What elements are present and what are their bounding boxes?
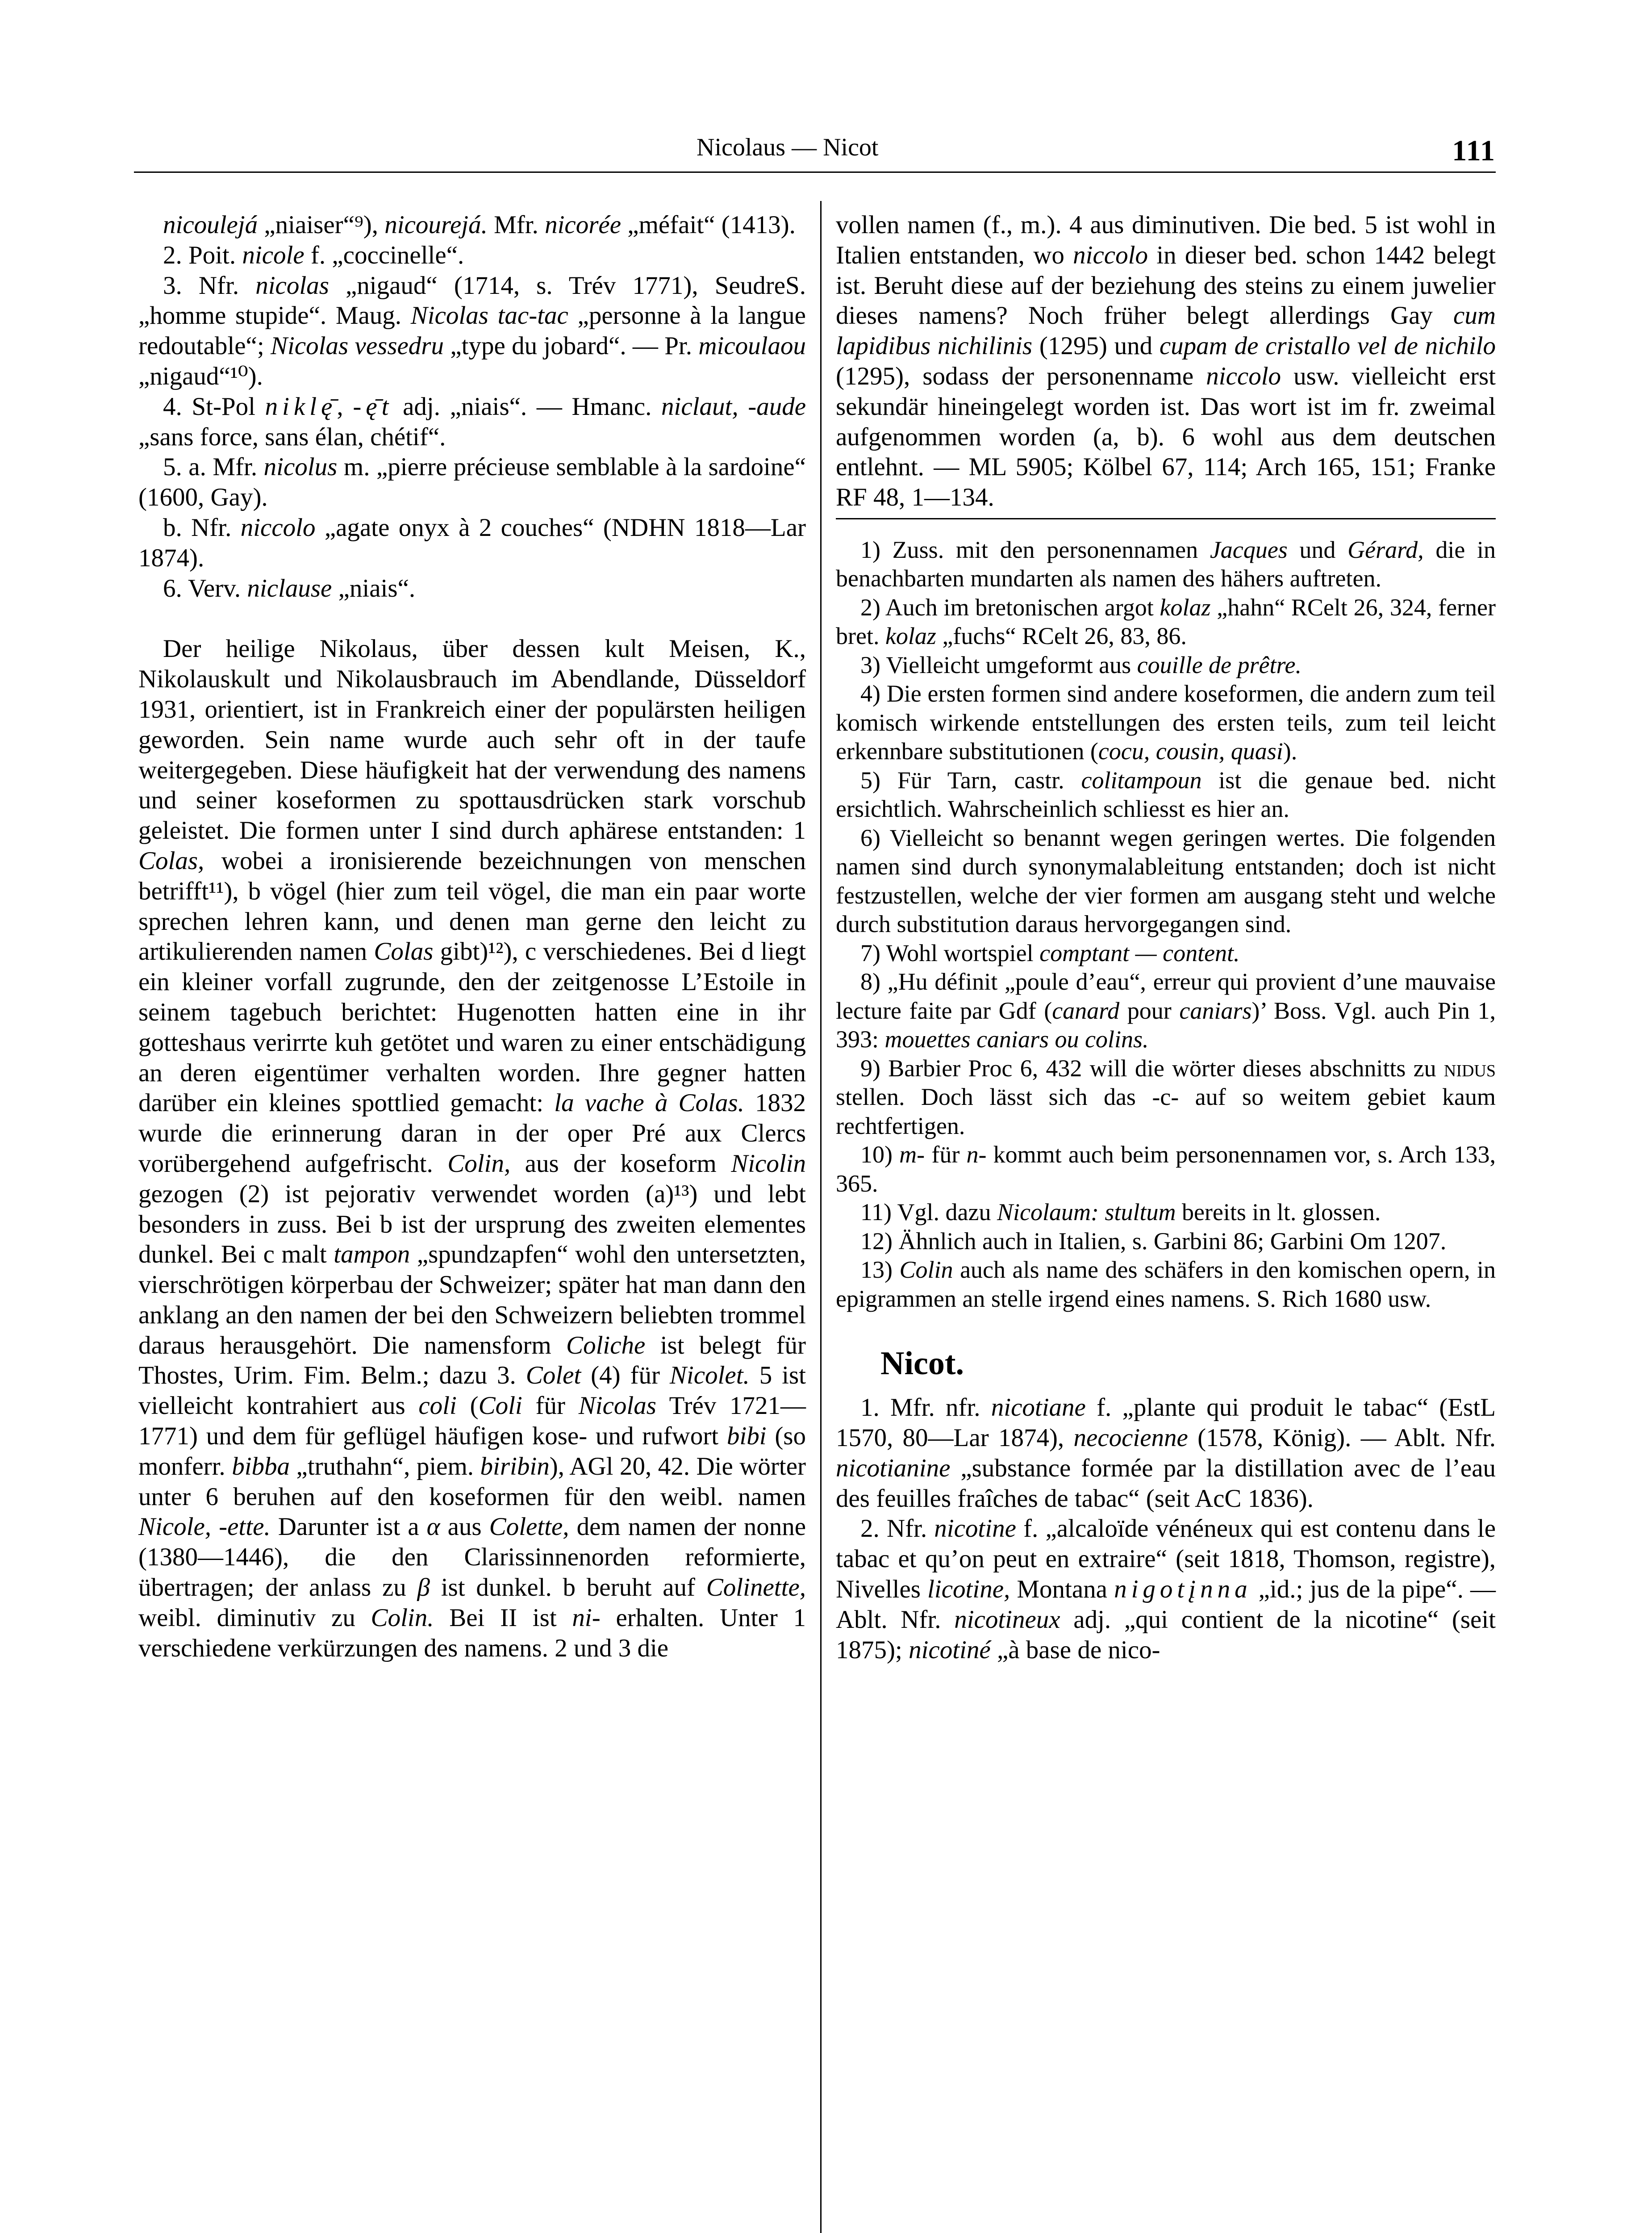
text-run: aus der koseform	[510, 1149, 731, 1178]
italic-text: Colette,	[489, 1513, 569, 1541]
italic-text: comptant — content.	[1039, 939, 1240, 966]
text-run: „id.; jus de la pipe“. — Ablt. Nfr.	[836, 1575, 1496, 1634]
text-run: f. „coccinelle“.	[304, 241, 464, 269]
text-run: ist dunkel. b beruht auf	[430, 1573, 706, 1602]
italic-text: tampon	[334, 1240, 410, 1269]
text-run: 2. Nfr.	[860, 1514, 934, 1543]
italic-text: biribin	[480, 1452, 550, 1480]
commentary-continuation	[836, 210, 1496, 513]
italic-text: canard	[1052, 997, 1120, 1024]
text-run: Bei II ist	[434, 1603, 572, 1632]
italic-text: Nicolaum: stultum	[997, 1199, 1176, 1226]
text-run: (so monferr.	[138, 1422, 806, 1480]
text-run: „truthahn“, piem.	[290, 1452, 480, 1480]
small-caps-text: nidus	[1443, 1054, 1496, 1082]
text-run: adj. „niais“. — Hmanc.	[393, 392, 662, 421]
text-run: vollen namen (f., m.). 4 aus diminutiven. Die bed. 5 ist wohl in Italien entstanden, wo	[836, 211, 1496, 269]
text-run: „substance formée par la distillation avec de l’eau des feuilles fraîches de tabac“ (seit AcC 1836).	[836, 1454, 1496, 1513]
italic-text: mouettes caniars ou colins.	[884, 1026, 1149, 1053]
italic-text: niccolo	[1206, 362, 1281, 390]
text-run: und	[1287, 536, 1348, 563]
italic-text: n-	[966, 1141, 987, 1168]
text-run: „nigaud“¹⁰).	[138, 362, 263, 390]
text-run: 13)	[860, 1256, 900, 1284]
text-run: 1) Zuss. mit den personennamen	[860, 536, 1210, 563]
italic-text: Nicolas	[578, 1392, 656, 1420]
text-run: dem namen der nonne (1380—1446), die den Clarissinnenorden reformierte, übertragen; der anlass zu	[138, 1513, 806, 1602]
text-run: 7) Wohl wortspiel	[860, 939, 1040, 966]
italic-text: nicotine	[934, 1514, 1016, 1543]
italic-text: Nicolin	[731, 1149, 806, 1178]
text-run: 4. St-Pol	[163, 392, 265, 421]
italic-text: Colin	[899, 1256, 953, 1284]
text-run: ist belegt für Thostes, Urim. Fim. Belm.; dazu 3.	[138, 1331, 806, 1390]
text-run: Der heilige Nikolaus, über dessen kult Meisen, K., Nikolauskult und Nikolausbrauch im Abendlande, Düsseldorf 1931, orientiert, ist in Frankreich einer der populärsten heiligen geworden. Sein name wurde auch sehr oft in der taufe weitergegeben. Diese häufigkeit hat der verwendung des namens und seiner koseformen zu spottausdrücken stark vorschub geleistet. Die formen unter I sind durch aphärese entstanden: 1	[138, 635, 806, 845]
text-run: Darunter ist a	[270, 1513, 427, 1541]
text-run: 1. Mfr. nfr.	[860, 1393, 991, 1422]
italic-text: nicotiane	[991, 1393, 1086, 1422]
footnote-11	[836, 1198, 1496, 1227]
text-run: b. Nfr.	[163, 513, 241, 542]
text-run: bereits in lt. glossen.	[1176, 1199, 1381, 1226]
italic-text: Colinette,	[706, 1573, 806, 1602]
text-run: 6) Vielleicht so benannt wegen geringen wertes. Die folgenden namen sind durch synonymalableitung entstanden; doch ist nicht festzustellen, welche der vier formen am ausgang steht und welche durch substitution daraus hervorgegangen sind.	[836, 824, 1496, 938]
list-item-3	[138, 392, 806, 452]
italic-text: nicolas	[255, 271, 329, 300]
italic-text: Colin.	[371, 1603, 434, 1632]
italic-text: Jacques	[1210, 536, 1288, 563]
text-run: „fuchs“ RCelt 26, 83, 86.	[936, 623, 1187, 650]
text-run: „hahn“ RCelt 26, 324, ferner bret.	[836, 594, 1496, 650]
text-run: Mfr.	[487, 211, 545, 239]
italic-text: nicolus	[263, 453, 338, 481]
italic-text: Coliche	[566, 1331, 646, 1359]
header-rule	[134, 171, 1496, 173]
left-column	[138, 210, 806, 1663]
italic-text: Nicolas vessedru	[271, 332, 444, 360]
text-run: stellen. Doch lässt sich das -c- auf so weitem gebiet kaum rechtfertigen.	[836, 1083, 1496, 1139]
list-item-0	[138, 210, 806, 240]
footnote-13	[836, 1255, 1496, 1313]
italic-text: Nicolas tac-tac	[410, 301, 568, 330]
text-run: kommt auch beim personennamen vor, s. Arch 133, 365.	[836, 1141, 1496, 1197]
italic-text: Colas,	[138, 846, 204, 875]
text-run: weibl. diminutiv zu	[138, 1603, 371, 1632]
text-run: gezogen (2) ist pejorativ verwendet worden (a)¹³) und lebt besonders in zuss. Bei b ist der ursprung des zweiten elementes dunkel. Bei c malt	[138, 1179, 806, 1269]
text-run: 3) Vielleicht umgeformt aus	[860, 651, 1137, 678]
text-run: wobei a ironisierende bezeichnungen von menschen betrifft¹¹), b vögel (hier zum teil vögel, die man ein paar worte sprechen lehren kann, und denen man gerne den leicht zu artikulierenden namen	[138, 846, 806, 966]
text-run: in dieser bed. schon 1442 belegt ist. Beruht diese auf der beziehung des steins zu einem juwelier dieses namens? Noch früher belegt allerdings Gay	[836, 241, 1496, 330]
footnote-3	[836, 651, 1496, 680]
text-run: 8) „Hu définit „poule d’eau“, erreur qui provient d’une mauvaise lecture faite par Gdf (	[836, 968, 1496, 1024]
italic-text: α	[426, 1513, 440, 1541]
italic-text: ni-	[572, 1603, 601, 1632]
text-run: adj. „qui contient de la nicotine“ (seit 1875);	[836, 1605, 1496, 1664]
text-run: „niais“.	[332, 574, 416, 602]
italic-text: bibi	[726, 1422, 767, 1451]
footnote-9	[836, 1054, 1496, 1141]
text-run: 11) Vgl. dazu	[860, 1199, 997, 1226]
footnote-12	[836, 1227, 1496, 1256]
italic-text: couille de prêtre.	[1137, 651, 1302, 678]
footnote-1	[836, 535, 1496, 593]
italic-text: Colas	[374, 937, 434, 966]
text-run: 6. Verv.	[163, 574, 247, 602]
text-run: gibt)¹²), c verschiedenes. Bei d liegt ein kleiner vorfall zugrunde, den der zeitgenosse L’Estoile in seinem tagebuch berichtet: Hugenotten hatten eine in ihr gotteshaus verirrte kuh getötet und waren zu einer entschädigung an deren eigentümer verhalten worden. Ihre gegner hatten darüber ein kleines spottlied gemacht:	[138, 937, 806, 1117]
text-run: f. „plante qui produit le tabac“ (EstL 1570, 80—Lar 1874),	[836, 1393, 1496, 1452]
italic-text: m-	[899, 1141, 925, 1168]
text-run: aus	[440, 1513, 489, 1541]
page-number: 111	[1452, 134, 1496, 167]
italic-text: nicotiné	[909, 1635, 991, 1664]
text-run: für	[522, 1392, 579, 1420]
text-run: ist die genaue bed. nicht ersichtlich. Wahrscheinlich schliesst es hier an.	[836, 766, 1496, 823]
italic-text: Nicole, -ette.	[138, 1513, 271, 1541]
text-run: pour	[1119, 997, 1180, 1024]
text-run: „type du jobard“. — Pr.	[443, 332, 699, 360]
text-run: 2. Poit.	[163, 241, 242, 269]
footnotes	[836, 535, 1496, 1313]
text-run: auch als name des schäfers in den komischen opern, in epigrammen an stelle irgend eines namens. S. Rich 1680 usw.	[836, 1256, 1496, 1312]
text-run: „nigaud“ (1714, s. Trév 1771), SeudreS. „homme stupide“. Maug.	[138, 271, 806, 330]
italic-text: nicole	[242, 241, 305, 269]
text-run: 5) Für Tarn, castr.	[860, 766, 1081, 794]
footnote-6	[836, 824, 1496, 939]
italic-text: niclaut, -aude	[661, 392, 806, 421]
text-run: (1578, König). — Ablt. Nfr.	[1188, 1424, 1496, 1452]
list-item-1	[138, 240, 806, 271]
text-run: )’ Boss. Vgl. auch Pin 1, 393:	[836, 997, 1496, 1053]
italic-text: caniars	[1179, 997, 1252, 1024]
italic-text: kolaz	[1160, 594, 1211, 621]
italic-text: niclause	[247, 574, 332, 602]
text-run: m. „pierre précieuse semblable à la sardoine“ (1600, Gay).	[138, 453, 806, 512]
italic-text: Gérard,	[1347, 536, 1424, 563]
italic-text: micoulaou	[698, 332, 806, 360]
footnote-rule	[836, 518, 1496, 519]
footnote-2	[836, 593, 1496, 651]
text-run: 5 ist vielleicht kontrahiert aus	[138, 1361, 806, 1420]
text-run: Montana	[1010, 1575, 1114, 1604]
text-run: 5. a. Mfr.	[163, 453, 264, 481]
italic-text: cupam de cristallo vel de nichilo	[1159, 332, 1496, 360]
text-run: 9) Barbier Proc 6, 432 will die wörter dieses abschnitts zu	[860, 1054, 1444, 1082]
italic-text: β	[417, 1573, 430, 1602]
page-header	[134, 133, 1496, 178]
running-head: Nicolaus — Nicot	[697, 134, 879, 161]
text-run: „spundzapfen“ wohl den untersetzten, vierschrötigen körperbau der Schweizer; später hat man dann den anklang an den namen der bei den Schweizern beliebten trommel daraus herausgehört. Die namensform	[138, 1240, 806, 1359]
text-run: f. „alcaloïde vénéneux qui est contenu dans le tabac et qu’on peut en extraire“ (seit 1818, Thomson, registre), Nivelles	[836, 1514, 1496, 1604]
text-run: „personne à la langue redoutable“;	[138, 301, 806, 360]
italic-text: Nicolet.	[669, 1361, 750, 1390]
spaced-text: nigotįnna	[1114, 1575, 1252, 1604]
list-item-6	[138, 573, 806, 604]
text-run: die in benachbarten mundarten als namen des hähers auftreten.	[836, 536, 1496, 592]
text-run: 3. Nfr.	[163, 271, 256, 300]
text-run: 2) Auch im bretonischen argot	[860, 594, 1160, 621]
text-run: (1295), sodass der personenname	[836, 362, 1206, 390]
text-run: (	[456, 1392, 479, 1420]
spaced-text: -ę̄t	[353, 392, 393, 421]
text-run: „niaiser“⁹),	[258, 211, 385, 239]
footnote-8	[836, 967, 1496, 1054]
italic-text: la vache à Colas.	[554, 1089, 744, 1117]
text-run: (1295) und	[1032, 332, 1160, 360]
text-run: für	[925, 1141, 967, 1168]
italic-text: nicoulejá	[163, 211, 258, 239]
italic-text: kolaz	[885, 623, 936, 650]
entry-heading: Nicot.	[880, 1345, 964, 1382]
italic-text: niccolo	[1073, 241, 1148, 269]
italic-text: cocu, cousin, quasi	[1098, 738, 1283, 765]
italic-text: necocienne	[1073, 1424, 1188, 1452]
italic-text: coli	[418, 1392, 457, 1420]
footnote-7	[836, 939, 1496, 968]
text-run: ), AGl 20, 42. Die wörter unter 6 beruhen auf den koseformen für den weibl. namen	[138, 1452, 806, 1511]
etymology-list	[138, 210, 806, 603]
footnote-10	[836, 1140, 1496, 1198]
list-item-4	[138, 452, 806, 513]
list-item-5	[138, 513, 806, 573]
text-run: 4) Die ersten formen sind andere koseformen, die andern zum teil komisch wirkende entstellungen des ersten teils, zum teil leicht erkennbare substitutionen (	[836, 680, 1496, 765]
italic-text: nicotineux	[954, 1605, 1060, 1634]
right-column	[836, 210, 1496, 1665]
text-run: „méfait“ (1413).	[621, 211, 796, 239]
italic-text: nicotianine	[836, 1454, 951, 1482]
italic-text: nicorée	[545, 211, 622, 239]
text-run: ).	[1283, 738, 1297, 765]
italic-text: Colet	[526, 1361, 581, 1390]
text-run: Trév 1721—1771) und dem für geflügel häufigen kose- und rufwort	[138, 1392, 806, 1451]
italic-text: nicourejá.	[384, 211, 488, 239]
text-run: usw. vielleicht erst sekundär hineingelegt worden ist. Das wort ist im fr. zweimal aufgenommen worden (a, b). 6 wohl aus dem deutschen entlehnt. — ML 5905; Kölbel 67, 114; Arch 165, 151; Franke RF 48, 1—134.	[836, 362, 1496, 512]
footnote-4	[836, 679, 1496, 766]
footnote-5	[836, 766, 1496, 824]
text-run: „à base de nico-	[990, 1635, 1160, 1664]
list-item-2	[138, 271, 806, 392]
italic-text: niccolo	[240, 513, 316, 542]
text-run: 12) Ähnlich auch in Italien, s. Garbini 86; Garbini Om 1207.	[860, 1227, 1447, 1254]
text-run: ,	[337, 392, 353, 421]
italic-text: bibba	[232, 1452, 290, 1480]
entry-item-2	[836, 1514, 1496, 1665]
text-run: (4) für	[581, 1361, 670, 1390]
italic-text: Colin,	[447, 1149, 511, 1178]
italic-text: colitampoun	[1081, 766, 1202, 794]
text-run: 10)	[860, 1141, 900, 1168]
italic-text: cum lapidibus nichilinis	[836, 301, 1496, 360]
text-run: „sans force, sans élan, chétif“.	[138, 422, 446, 451]
italic-text: Coli	[478, 1392, 522, 1420]
text-run: erhalten. Unter 1 verschiedene verkürzungen des namens. 2 und 3 die	[138, 1603, 806, 1662]
entry-item-1	[836, 1392, 1496, 1514]
text-run: 1832 wurde die erinnerung daran in der oper Pré aux Clercs vorübergehend aufgefrischt.	[138, 1089, 806, 1178]
italic-text: licotine,	[927, 1575, 1010, 1604]
commentary-paragraph	[138, 634, 806, 1663]
spaced-text: niklę̄	[265, 392, 337, 421]
column-divider	[820, 201, 822, 2233]
text-run: „agate onyx à 2 couches“ (NDHN 1818—Lar 1874).	[138, 513, 806, 572]
